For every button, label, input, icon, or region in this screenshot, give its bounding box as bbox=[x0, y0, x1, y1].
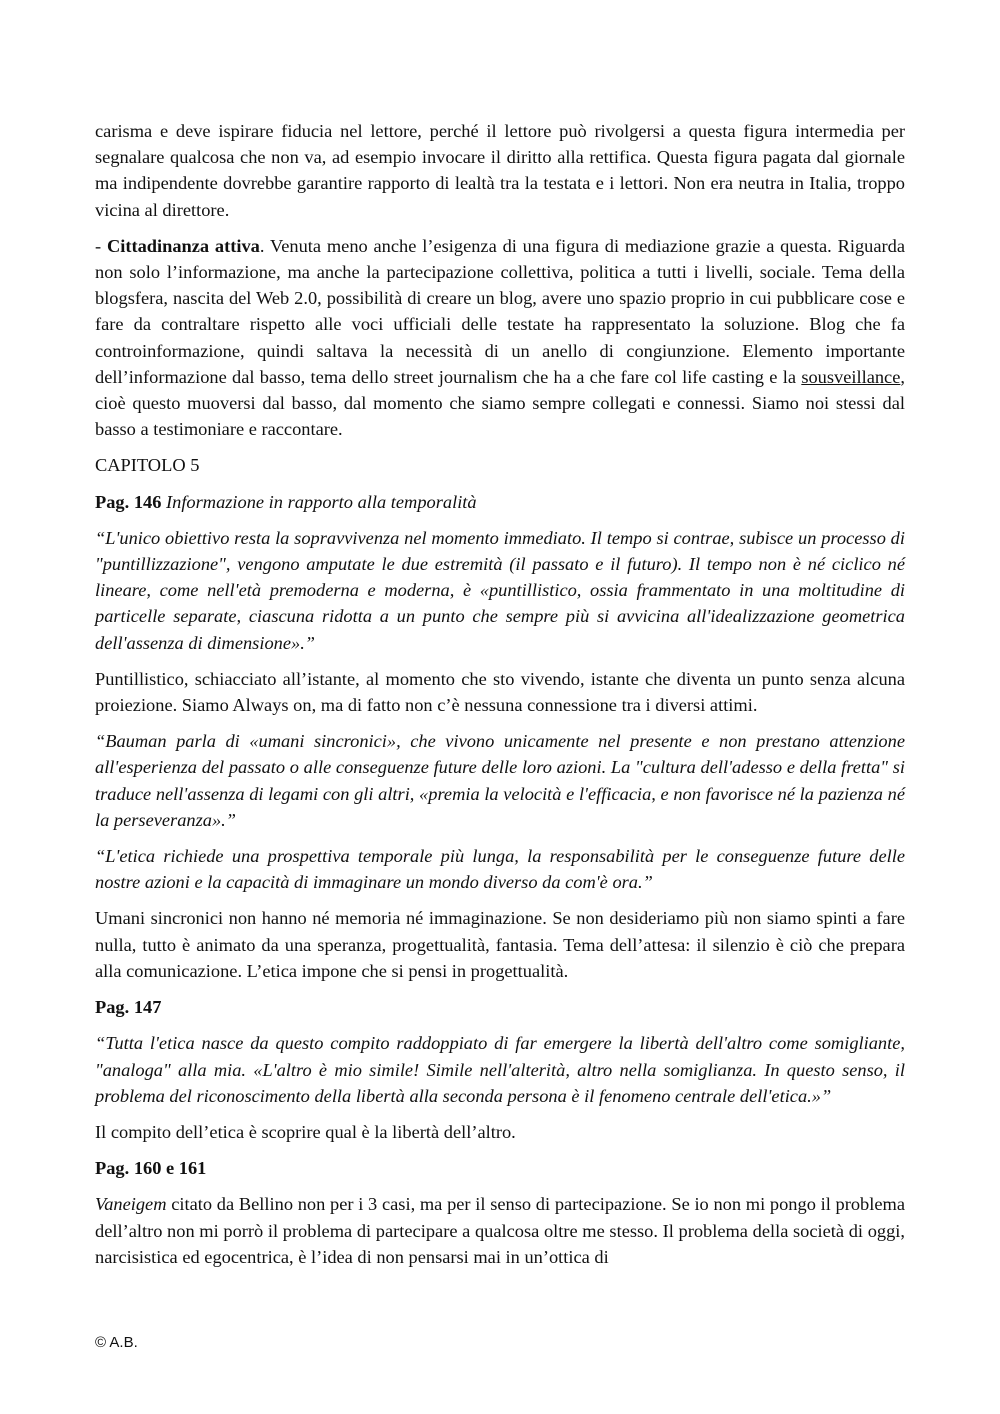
footer-copyright: © A.B. bbox=[95, 1334, 138, 1351]
bold-term: Cittadinanza attiva bbox=[106, 235, 260, 256]
underlined-term: sousveillance bbox=[801, 366, 901, 387]
section-heading-147: Pag. 147 bbox=[95, 997, 162, 1018]
chapter-heading: CAPITOLO 5 bbox=[95, 455, 200, 476]
page-ref: Pag. 146 bbox=[95, 491, 162, 512]
document-body bbox=[95, 118, 905, 1280]
quote-sopravvivenza: “L'unico obiettivo resta la sopravvivenza nel momento immediato. Il tempo si contrae, subisce un processo di "puntillizzazione", vengono amputate le due estremità (il passato e il futuro). Il tempo non è né ciclico né lineare, come nell'età premoderna e moderna, è «puntillistico, ossia frammentato in una moltitudine di particelle separate, ciascuna ridotta a un punto che sempre più si avvicina all'idealizzazione geometrica dell'assenza di dimensione».” bbox=[95, 527, 905, 653]
paragraph-cittadinanza bbox=[95, 233, 905, 443]
paragraph-vaneigem bbox=[95, 1191, 905, 1270]
paragraph-compito: Il compito dell’etica è scoprire qual è la libertà dell’altro. bbox=[95, 1121, 516, 1142]
paragraph-text: citato da Bellino non per i 3 casi, ma per il senso di partecipazione. Se io non mi pongo il problema dell’altro non mi porrò il problema di partecipare a qualcosa oltre me stesso. Il problema della società di oggi, narcisistica ed egocentrica, è l’idea di non pensarsi mai in un’ottica di bbox=[95, 1194, 905, 1267]
paragraph-text: . Venuta meno anche l’esigenza di una figura di mediazione grazie a questa. Riguarda non solo l’informazione, ma anche la partecipazione collettiva, politica a tutti i livelli, sociale. Tema della blogsfera, nascita del Web 2.0, possibilità di creare un blog, avere uno spazio proprio in cui pubblicare cose e fare da contraltare rispetto alle voci ufficiali delle testate ha rappresentato la soluzione. Blog che fa controinformazione, quindi saltava la necessità di un anello di congiunzione. Elemento importante dell’informazione dal basso, tema dello street journalism che ha a che fare col life casting e la bbox=[95, 235, 905, 387]
paragraph-carisma: carisma e deve ispirare fiducia nel lettore, perché il lettore può rivolgersi a questa figura intermedia per segnalare qualcosa che non va, ad esempio invocare il diritto alla rettifica. Questa figura pagata dal giornale ma indipendente dovrebbe garantire rapporto di lealtà tra la testata e i lettori. Non era neutra in Italia, troppo vicina al direttore. bbox=[95, 121, 905, 220]
paragraph-text: , cioè questo muoversi dal basso, dal momento che siamo sempre collegati e connessi. Siamo noi stessi dal basso a testimoniare e raccontare. bbox=[95, 366, 905, 440]
author-name: Vaneigem bbox=[95, 1194, 167, 1215]
section-heading-146 bbox=[95, 489, 905, 515]
dash-prefix: - bbox=[95, 235, 107, 256]
paragraph-umani-sincronici: Umani sincronici non hanno né memoria né immaginazione. Se non desideriamo più non siamo spinti a fare nulla, tutto è animato da una speranza, progettualità, fantasia. Tema dell’attesa: il silenzio è ciò che prepara alla comunicazione. L’etica impone che si pensi in progettualità. bbox=[95, 908, 905, 981]
quote-liberta: “Tutta l'etica nasce da questo compito raddoppiato di far emergere la libertà dell'altro come somigliante, "analoga" alla mia. «L'altro è mio simile! Simile nell'alterità, altro nella somiglianza. In questo senso, il problema del riconoscimento della libertà alla seconda persona è il fenomeno centrale dell'etica.»” bbox=[95, 1033, 905, 1106]
paragraph-puntillistico: Puntillistico, schiacciato all’istante, al momento che sto vivendo, istante che diventa un punto senza alcuna proiezione. Siamo Always on, ma di fatto non c’è nessuna connessione tra i diversi attimi. bbox=[95, 668, 905, 716]
quote-etica: “L'etica richiede una prospettiva temporale più lunga, la responsabilità per le conseguenze future delle nostre azioni e la capacità di immaginare un mondo diverso da com'è ora.” bbox=[95, 846, 905, 893]
section-title: Informazione in rapporto alla temporalità bbox=[161, 491, 477, 512]
section-heading-160: Pag. 160 e 161 bbox=[95, 1158, 207, 1179]
quote-bauman: “Bauman parla di «umani sincronici», che vivono unicamente nel presente e non prestano attenzione all'esperienza del passato o alle conseguenze future delle loro azioni. La "cultura dell'adesso e della fretta" si traduce nell'assenza di legami con gli altri, «premia la velocità e l'efficacia, e non favorisce né la pazienza né la perseveranza».” bbox=[95, 731, 905, 830]
